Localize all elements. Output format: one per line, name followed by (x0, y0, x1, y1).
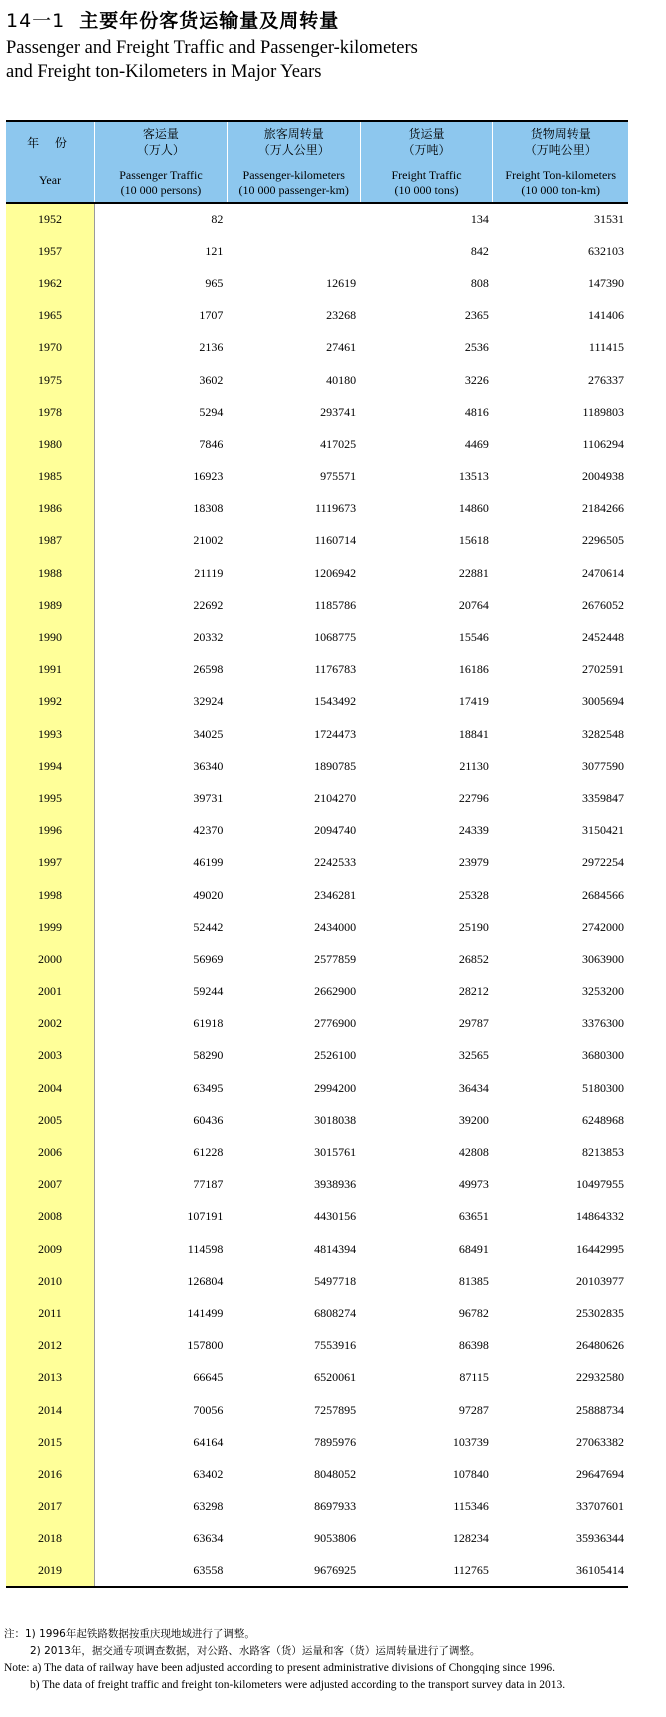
table-row (6, 1491, 628, 1523)
cell-freight-ton-km: 25888734 (576, 1402, 624, 1417)
cell-year: 1991 (6, 654, 95, 686)
cell-year: 1989 (6, 589, 95, 621)
cell-freight-traffic: 14860 (458, 501, 489, 516)
cell-freight-traffic: 4469 (464, 436, 489, 451)
cell-passenger-km: 9053806 (314, 1531, 357, 1546)
cell-passenger-km: 975571 (320, 469, 357, 484)
cell-year: 2004 (6, 1072, 95, 1104)
cell-freight-traffic: 87115 (459, 1370, 489, 1385)
cell-freight-traffic: 29787 (458, 1016, 489, 1031)
footnotes (4, 1626, 565, 1694)
cell-year: 1992 (6, 686, 95, 718)
cell-passenger-traffic: 26598 (193, 662, 224, 677)
cell-passenger-traffic: 46199 (193, 855, 224, 870)
header-passenger-en1: Passenger Traffic (119, 168, 203, 182)
cell-freight-ton-km: 36105414 (493, 1555, 628, 1587)
header-pkm-en2: (10 000 passenger-km) (238, 183, 349, 197)
cell-year: 1980 (6, 428, 95, 460)
cell-passenger-km: 1160714 (314, 533, 357, 548)
cell-passenger-km: 4430156 (314, 1209, 357, 1224)
cell-year: 1957 (6, 235, 95, 267)
cell-passenger-traffic: 63495 (193, 1080, 224, 1095)
cell-freight-traffic: 808 (470, 275, 489, 290)
cell-freight-traffic: 112765 (360, 1555, 493, 1587)
cell-freight-ton-km: 5180300 (582, 1080, 624, 1095)
cell-year: 1962 (6, 267, 95, 299)
cell-passenger-traffic: 63402 (193, 1466, 224, 1481)
cell-passenger-km: 9676925 (227, 1555, 360, 1587)
cell-passenger-km: 1543492 (314, 694, 357, 709)
header-passenger-cn1: 客运量 (142, 127, 179, 141)
table-row (6, 557, 628, 589)
cell-freight-traffic: 23979 (458, 855, 489, 870)
cell-freight-traffic: 21130 (459, 758, 489, 773)
header-tkm-en2: (10 000 ton-km) (521, 183, 601, 197)
cell-freight-traffic: 39200 (458, 1112, 489, 1127)
cell-freight-traffic: 25190 (458, 919, 489, 934)
cell-year: 2017 (6, 1491, 95, 1523)
cell-year: 2019 (6, 1555, 95, 1587)
note-en-1: Note: a) The data of railway have been adjusted according to present administrative divisions of Chongqing since 1996. (4, 1662, 556, 1674)
cell-freight-ton-km: 3376300 (582, 1016, 624, 1031)
cell-passenger-traffic: 70056 (193, 1402, 224, 1417)
cell-passenger-km: 417025 (320, 436, 357, 451)
header-pkm-cn1: 旅客周转量 (263, 127, 324, 141)
table-row (6, 396, 628, 428)
traffic-table (6, 120, 628, 1588)
cell-freight-traffic: 86398 (458, 1338, 489, 1353)
table-row (6, 203, 628, 235)
cell-year: 2007 (6, 1169, 95, 1201)
cell-passenger-km: 2776900 (314, 1016, 357, 1031)
cell-year: 1978 (6, 396, 95, 428)
cell-passenger-km: 3938936 (314, 1177, 357, 1192)
cell-year: 1998 (6, 879, 95, 911)
cell-year: 2010 (6, 1265, 95, 1297)
cell-passenger-traffic: 965 (205, 275, 224, 290)
header-year (6, 121, 95, 203)
cell-passenger-km: 1176783 (314, 662, 357, 677)
cell-year: 1996 (6, 815, 95, 847)
cell-freight-ton-km: 3063900 (582, 951, 624, 966)
cell-passenger-traffic: 52442 (193, 919, 224, 934)
note-cn-2: 2) 2013年，据交通专项调查数据，对公路、水路客（货）运量和客（货）运周转量进行了调整。 (30, 1645, 481, 1657)
cell-freight-ton-km: 3150421 (582, 823, 624, 838)
cell-passenger-km: 2242533 (314, 855, 357, 870)
cell-freight-ton-km: 111415 (588, 340, 624, 355)
note-cn-1: 注：1) 1996年起铁路数据按重庆现地域进行了调整。 (4, 1628, 255, 1640)
cell-freight-ton-km: 2296505 (582, 533, 624, 548)
table-row (6, 976, 628, 1008)
cell-passenger-traffic: 60436 (193, 1112, 224, 1127)
cell-year: 2015 (6, 1426, 95, 1458)
cell-year: 1999 (6, 911, 95, 943)
cell-year: 2005 (6, 1104, 95, 1136)
cell-passenger-traffic: 126804 (187, 1273, 224, 1288)
cell-passenger-km: 7553916 (314, 1338, 357, 1353)
cell-passenger-traffic: 36340 (193, 758, 224, 773)
cell-freight-ton-km: 14864332 (576, 1209, 624, 1224)
cell-passenger-traffic: 114598 (187, 1241, 224, 1256)
cell-passenger-traffic: 5294 (199, 404, 224, 419)
cell-freight-traffic: 13513 (458, 469, 489, 484)
cell-passenger-km: 12619 (326, 275, 357, 290)
cell-passenger-traffic: 32924 (193, 694, 224, 709)
table-row (6, 1233, 628, 1265)
cell-passenger-km: 40180 (326, 372, 357, 387)
cell-freight-ton-km: 276337 (588, 372, 624, 387)
cell-passenger-traffic: 21119 (194, 565, 224, 580)
header-row (6, 121, 628, 203)
table-row (6, 525, 628, 557)
table-row (6, 1394, 628, 1426)
cell-passenger-km: 1724473 (314, 726, 357, 741)
cell-freight-ton-km: 33707601 (576, 1499, 624, 1514)
cell-passenger-km: 2346281 (314, 887, 357, 902)
cell-freight-traffic: 96782 (458, 1305, 489, 1320)
cell-passenger-traffic: 61228 (193, 1145, 224, 1160)
cell-freight-ton-km: 2702591 (582, 662, 624, 677)
cell-passenger-km: 8048052 (314, 1466, 357, 1481)
cell-passenger-traffic: 56969 (193, 951, 224, 966)
cell-year: 2011 (6, 1297, 95, 1329)
cell-freight-ton-km: 29647694 (576, 1466, 624, 1481)
cell-passenger-km: 7895976 (314, 1434, 357, 1449)
table-row (6, 332, 628, 364)
table-row (6, 718, 628, 750)
table-row (6, 1136, 628, 1168)
cell-passenger-km: 6520061 (314, 1370, 357, 1385)
cell-freight-traffic: 128234 (452, 1531, 489, 1546)
cell-passenger-km: 3018038 (314, 1112, 357, 1127)
cell-passenger-traffic: 82 (211, 212, 224, 227)
cell-year: 2013 (6, 1362, 95, 1394)
cell-passenger-traffic: 18308 (193, 501, 224, 516)
header-freight-traffic (360, 121, 493, 203)
cell-year: 1990 (6, 621, 95, 653)
cell-freight-ton-km: 3005694 (582, 694, 624, 709)
cell-passenger-km: 2104270 (314, 790, 357, 805)
table-row (6, 686, 628, 718)
cell-freight-traffic: 24339 (458, 823, 489, 838)
table-row (6, 1426, 628, 1458)
cell-passenger-km: 2094740 (314, 823, 357, 838)
cell-freight-ton-km: 3680300 (582, 1048, 624, 1063)
cell-year: 1995 (6, 782, 95, 814)
table-row (6, 750, 628, 782)
cell-passenger-km: 2577859 (314, 951, 357, 966)
cell-freight-ton-km: 16442995 (576, 1241, 624, 1256)
header-freight-ton-km (493, 121, 628, 203)
table-row (6, 1040, 628, 1072)
cell-passenger-km (227, 235, 360, 267)
cell-year: 2014 (6, 1394, 95, 1426)
table-row (6, 1104, 628, 1136)
cell-passenger-traffic: 157800 (187, 1338, 224, 1353)
cell-freight-traffic: 2536 (464, 340, 489, 355)
cell-passenger-traffic: 64164 (193, 1434, 224, 1449)
cell-year: 2001 (6, 976, 95, 1008)
cell-passenger-traffic: 63634 (193, 1531, 224, 1546)
header-freight-en2: (10 000 tons) (394, 183, 459, 197)
cell-freight-traffic: 842 (470, 243, 489, 258)
cell-passenger-traffic: 63558 (95, 1555, 228, 1587)
table-row (6, 943, 628, 975)
cell-year: 1985 (6, 461, 95, 493)
cell-passenger-traffic: 2136 (199, 340, 224, 355)
header-tkm-cn1: 货物周转量 (530, 127, 591, 141)
cell-freight-ton-km: 2470614 (582, 565, 624, 580)
cell-passenger-traffic: 39731 (193, 790, 224, 805)
cell-year: 1988 (6, 557, 95, 589)
cell-passenger-km: 3015761 (314, 1145, 357, 1160)
cell-year: 1993 (6, 718, 95, 750)
header-freight-cn1: 货运量 (408, 127, 445, 141)
cell-passenger-km: 4814394 (314, 1241, 357, 1256)
cell-freight-ton-km: 2742000 (582, 919, 624, 934)
cell-passenger-traffic: 59244 (193, 984, 224, 999)
table-row (6, 364, 628, 396)
cell-passenger-km: 23268 (326, 308, 357, 323)
cell-freight-ton-km: 3282548 (582, 726, 624, 741)
cell-passenger-km: 293741 (320, 404, 357, 419)
cell-passenger-traffic: 58290 (193, 1048, 224, 1063)
cell-passenger-traffic: 42370 (193, 823, 224, 838)
table-row (6, 1169, 628, 1201)
cell-freight-ton-km: 25302835 (576, 1305, 624, 1320)
cell-freight-traffic: 107840 (452, 1466, 489, 1481)
cell-freight-traffic: 16186 (458, 662, 489, 677)
cell-passenger-traffic: 107191 (187, 1209, 224, 1224)
cell-year: 2000 (6, 943, 95, 975)
cell-freight-ton-km: 31531 (594, 212, 624, 227)
cell-year: 2006 (6, 1136, 95, 1168)
page-title-en (6, 36, 418, 84)
cell-passenger-km: 27461 (326, 340, 357, 355)
cell-passenger-km: 8697933 (314, 1499, 357, 1514)
table-row (6, 1201, 628, 1233)
cell-passenger-traffic: 34025 (193, 726, 224, 741)
cell-freight-ton-km: 6248968 (582, 1112, 624, 1127)
table-row (6, 235, 628, 267)
cell-freight-ton-km: 22932580 (576, 1370, 624, 1385)
cell-passenger-km: 1185786 (314, 597, 357, 612)
table-row (6, 847, 628, 879)
table-row (6, 267, 628, 299)
cell-freight-ton-km: 2184266 (582, 501, 624, 516)
note-en-2: b) The data of freight traffic and freight ton-kilometers were adjusted according to the transport survey data in 2013. (30, 1679, 566, 1691)
cell-freight-traffic: 17419 (458, 694, 489, 709)
header-pkm-cn2: （万人公里） (257, 143, 330, 157)
cell-passenger-traffic: 77187 (193, 1177, 224, 1192)
cell-year: 2003 (6, 1040, 95, 1072)
cell-passenger-traffic: 1707 (199, 308, 224, 323)
cell-year: 2012 (6, 1330, 95, 1362)
cell-freight-ton-km: 20103977 (576, 1273, 624, 1288)
cell-passenger-traffic: 7846 (199, 436, 224, 451)
cell-freight-ton-km: 2972254 (582, 855, 624, 870)
table-row (6, 815, 628, 847)
cell-year: 1975 (6, 364, 95, 396)
cell-freight-ton-km: 2004938 (582, 469, 624, 484)
cell-freight-traffic: 4816 (464, 404, 489, 419)
cell-freight-traffic: 32565 (458, 1048, 489, 1063)
table-row (6, 654, 628, 686)
cell-passenger-km (227, 203, 360, 235)
cell-passenger-traffic: 21002 (193, 533, 224, 548)
cell-passenger-traffic: 49020 (193, 887, 224, 902)
cell-freight-traffic: 18841 (458, 726, 489, 741)
table-row (6, 493, 628, 525)
cell-freight-traffic: 28212 (458, 984, 489, 999)
cell-passenger-traffic: 61918 (193, 1016, 224, 1031)
cell-freight-ton-km: 147390 (588, 275, 624, 290)
cell-passenger-km: 5497718 (314, 1273, 357, 1288)
header-tkm-en1: Freight Ton-kilometers (505, 168, 616, 182)
table-row (6, 589, 628, 621)
header-freight-en1: Freight Traffic (391, 168, 462, 182)
header-passenger-cn2: （万人） (136, 143, 185, 157)
cell-year: 1970 (6, 332, 95, 364)
cell-year: 2016 (6, 1458, 95, 1490)
cell-freight-ton-km: 8213853 (582, 1145, 624, 1160)
cell-year: 1987 (6, 525, 95, 557)
cell-freight-traffic: 25328 (458, 887, 489, 902)
cell-passenger-traffic: 121 (205, 243, 224, 258)
table-row (6, 1265, 628, 1297)
cell-freight-traffic: 103739 (452, 1434, 489, 1449)
header-year-en: Year (38, 173, 62, 187)
cell-passenger-km: 6808274 (314, 1305, 357, 1320)
cell-freight-ton-km: 141406 (588, 308, 624, 323)
cell-passenger-traffic: 63298 (193, 1499, 224, 1514)
header-passenger-en2: (10 000 persons) (120, 183, 202, 197)
cell-passenger-km: 7257895 (314, 1402, 357, 1417)
cell-passenger-km: 2526100 (314, 1048, 357, 1063)
table-row (6, 1458, 628, 1490)
cell-year: 1997 (6, 847, 95, 879)
cell-freight-traffic: 22881 (458, 565, 489, 580)
table-row (6, 911, 628, 943)
cell-passenger-km: 1119673 (315, 501, 357, 516)
cell-passenger-traffic: 66645 (193, 1370, 224, 1385)
table-row (6, 782, 628, 814)
cell-passenger-traffic: 16923 (193, 469, 224, 484)
cell-freight-traffic: 68491 (458, 1241, 489, 1256)
cell-freight-ton-km: 1106294 (582, 436, 624, 451)
cell-freight-traffic: 115346 (453, 1499, 489, 1514)
cell-year: 2008 (6, 1201, 95, 1233)
cell-freight-traffic: 26852 (458, 951, 489, 966)
table-row (6, 461, 628, 493)
cell-freight-traffic: 20764 (458, 597, 489, 612)
cell-passenger-traffic: 20332 (193, 630, 224, 645)
cell-passenger-traffic: 22692 (193, 597, 224, 612)
cell-freight-traffic: 2365 (464, 308, 489, 323)
cell-year: 1965 (6, 300, 95, 332)
table-row (6, 621, 628, 653)
cell-freight-ton-km: 26480626 (576, 1338, 624, 1353)
header-tkm-cn2: （万吨公里） (524, 143, 597, 157)
cell-year: 2018 (6, 1523, 95, 1555)
cell-passenger-km: 1068775 (314, 630, 357, 645)
cell-year: 1986 (6, 493, 95, 525)
cell-freight-ton-km: 3359847 (582, 790, 624, 805)
cell-freight-ton-km: 10497955 (576, 1177, 624, 1192)
cell-freight-ton-km: 3077590 (582, 758, 624, 773)
cell-passenger-km: 2662900 (314, 984, 357, 999)
cell-year: 2002 (6, 1008, 95, 1040)
table-row (6, 1555, 628, 1587)
header-passenger-km (227, 121, 360, 203)
cell-freight-traffic: 49973 (458, 1177, 489, 1192)
table-row (6, 879, 628, 911)
cell-freight-ton-km: 35936344 (576, 1531, 624, 1546)
cell-passenger-km: 2994200 (314, 1080, 357, 1095)
table-number: 14一1 (6, 10, 66, 32)
cell-year: 1952 (6, 203, 95, 235)
cell-freight-traffic: 134 (470, 212, 489, 227)
cell-passenger-km: 1206942 (314, 565, 357, 580)
cell-freight-traffic: 42808 (458, 1145, 489, 1160)
page-title-cn (6, 6, 339, 33)
cell-freight-ton-km: 632103 (588, 243, 624, 258)
table-body (6, 203, 628, 1587)
cell-passenger-km: 2434000 (314, 919, 357, 934)
cell-freight-ton-km: 3253200 (582, 984, 624, 999)
header-passenger-traffic (95, 121, 228, 203)
title-cn-text: 主要年份客货运输量及周转量 (79, 10, 340, 32)
cell-freight-ton-km: 2452448 (582, 630, 624, 645)
cell-freight-traffic: 3226 (464, 372, 489, 387)
table-row (6, 1072, 628, 1104)
cell-freight-traffic: 97287 (458, 1402, 489, 1417)
cell-year: 1994 (6, 750, 95, 782)
cell-freight-traffic: 63651 (458, 1209, 489, 1224)
title-en-line1: Passenger and Freight Traffic and Passenger-kilometers (6, 38, 418, 58)
cell-year: 2009 (6, 1233, 95, 1265)
cell-freight-traffic: 36434 (458, 1080, 489, 1095)
cell-freight-traffic: 81385 (458, 1273, 489, 1288)
table-row (6, 1297, 628, 1329)
table-row (6, 428, 628, 460)
title-en-line2: and Freight ton-Kilometers in Major Years (6, 62, 322, 82)
header-year-cn: 年 份 (27, 136, 73, 150)
table-row (6, 1330, 628, 1362)
cell-freight-traffic: 15618 (458, 533, 489, 548)
cell-freight-ton-km: 2676052 (582, 597, 624, 612)
table-row (6, 1008, 628, 1040)
cell-passenger-traffic: 3602 (199, 372, 224, 387)
cell-passenger-km: 1890785 (314, 758, 357, 773)
table-row (6, 1362, 628, 1394)
cell-freight-traffic: 15546 (458, 630, 489, 645)
cell-freight-ton-km: 2684566 (582, 887, 624, 902)
table-row (6, 300, 628, 332)
header-freight-cn2: （万吨） (402, 143, 451, 157)
cell-freight-ton-km: 1189803 (582, 404, 624, 419)
header-pkm-en1: Passenger-kilometers (242, 168, 345, 182)
cell-freight-traffic: 22796 (458, 790, 489, 805)
cell-passenger-traffic: 141499 (187, 1305, 224, 1320)
table-row (6, 1523, 628, 1555)
cell-freight-ton-km: 27063382 (576, 1434, 624, 1449)
